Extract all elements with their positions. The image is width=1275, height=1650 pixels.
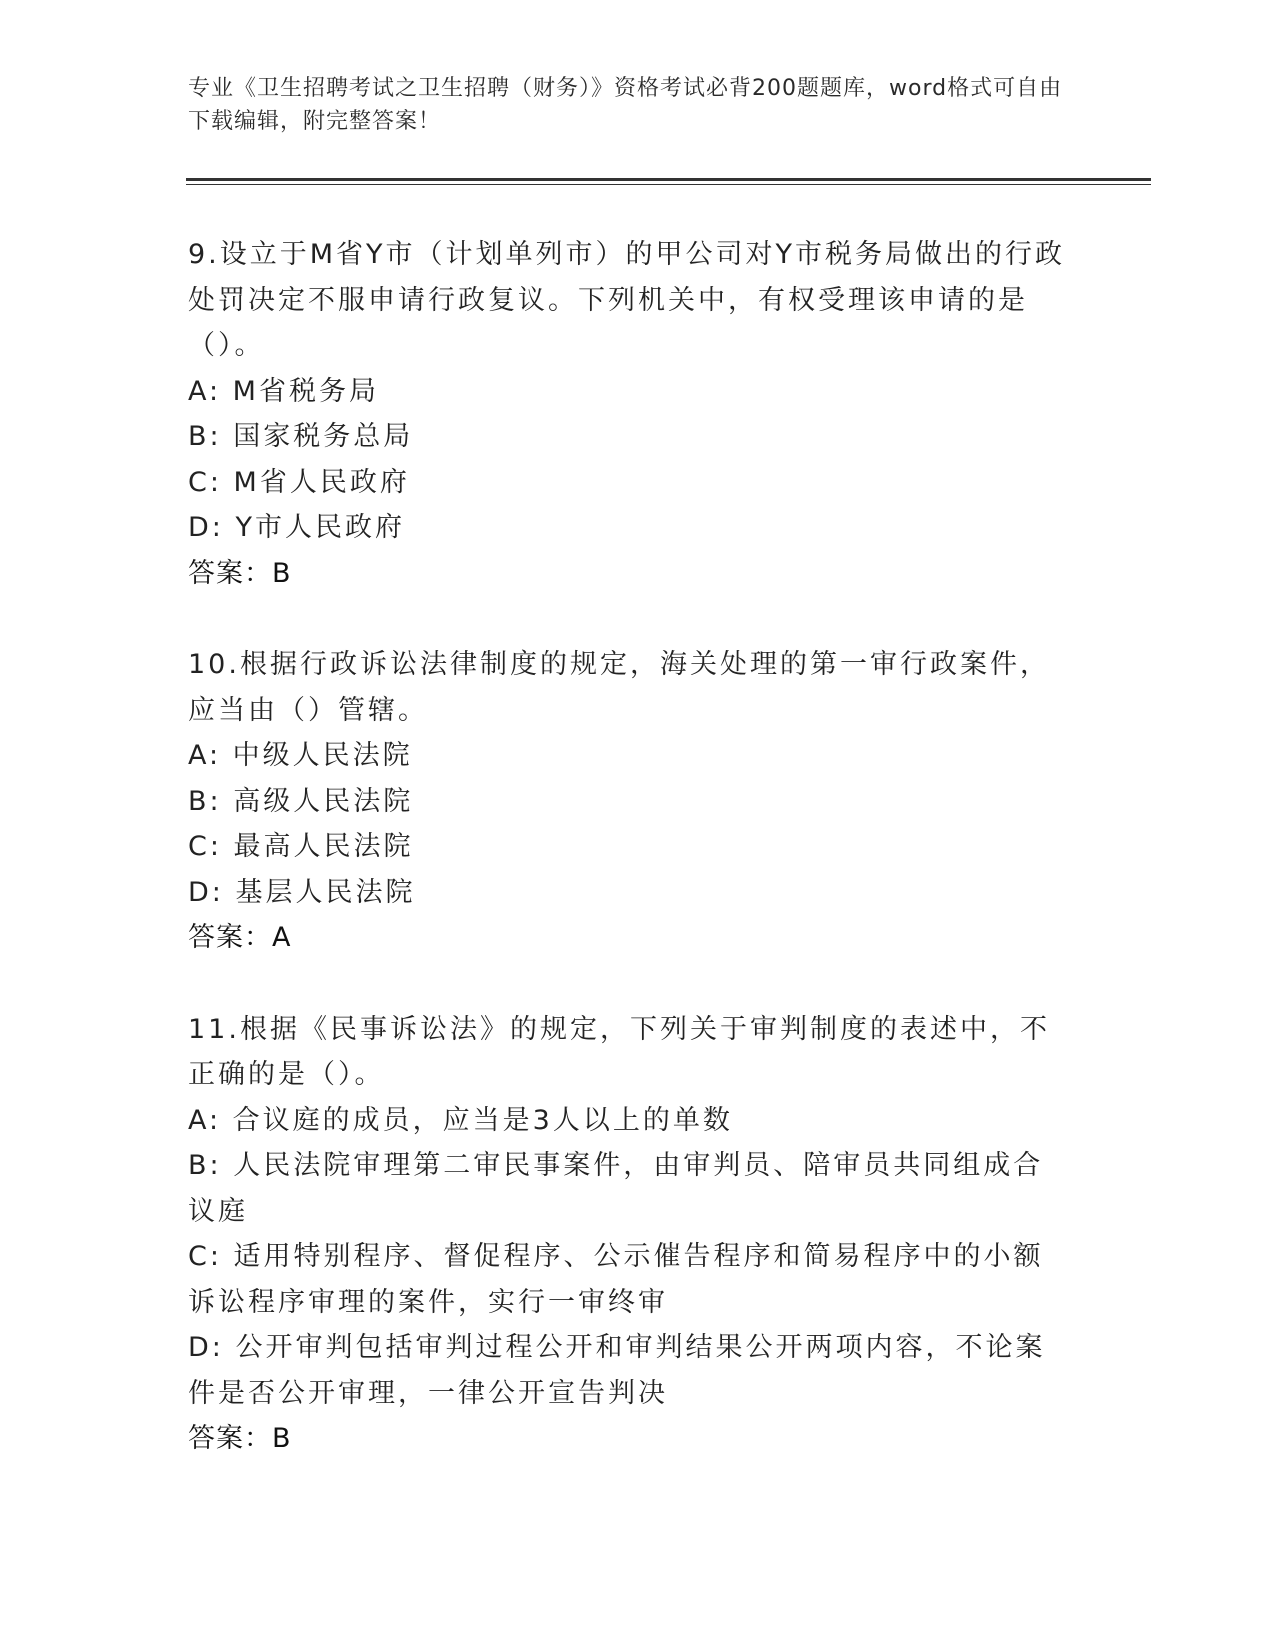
option-c: C: M省人民政府 (188, 466, 410, 498)
question-list (188, 232, 1068, 1508)
answer-label: 答案：B (188, 557, 292, 589)
option-a: A: 合议庭的成员，应当是3人以上的单数 (188, 1104, 733, 1136)
header-divider-thick (186, 178, 1151, 181)
question-10 (188, 642, 1068, 961)
question-text: 10.根据行政诉讼法律制度的规定，海关处理的第一审行政案件，应当由（）管辖。 (188, 649, 1050, 726)
option-c: C: 最高人民法院 (188, 831, 414, 862)
answer-label: 答案：A (188, 922, 292, 953)
option-b: B: 高级人民法院 (188, 785, 414, 817)
option-d: D: 基层人民法院 (188, 876, 416, 908)
question-text: 11.根据《民事诉讼法》的规定，下列关于审判制度的表述中，不正确的是（）。 (188, 1013, 1050, 1090)
header-divider-thin (186, 184, 1151, 185)
option-a: A: 中级人民法院 (188, 740, 413, 771)
document-header: 专业《卫生招聘考试之卫生招聘（财务）》资格考试必背200题题库，word格式可自由下载编辑，附完整答案！ (188, 76, 1063, 134)
option-c: C: 适用特别程序、督促程序、公示催告程序和简易程序中的小额诉讼程序审理的案件，实行一审终审 (188, 1241, 1044, 1318)
question-9 (188, 232, 1068, 596)
option-b: B: 人民法院审理第二审民事案件，由审判员、陪审员共同组成合议庭 (188, 1150, 1044, 1227)
option-b: B: 国家税务总局 (188, 421, 414, 452)
answer-label: 答案：B (188, 1423, 292, 1454)
option-d: D: 公开审判包括审判过程公开和审判结果公开两项内容，不论案件是否公开审理，一律公开宣告判决 (188, 1332, 1046, 1409)
question-text: 9.设立于M省Y市（计划单列市）的甲公司对Y市税务局做出的行政处罚决定不服申请行政复议。下列机关中，有权受理该申请的是（）。 (188, 239, 1066, 361)
option-d: D: Y市人民政府 (188, 512, 405, 543)
option-a: A: M省税务局 (188, 375, 379, 407)
question-11 (188, 1007, 1068, 1462)
